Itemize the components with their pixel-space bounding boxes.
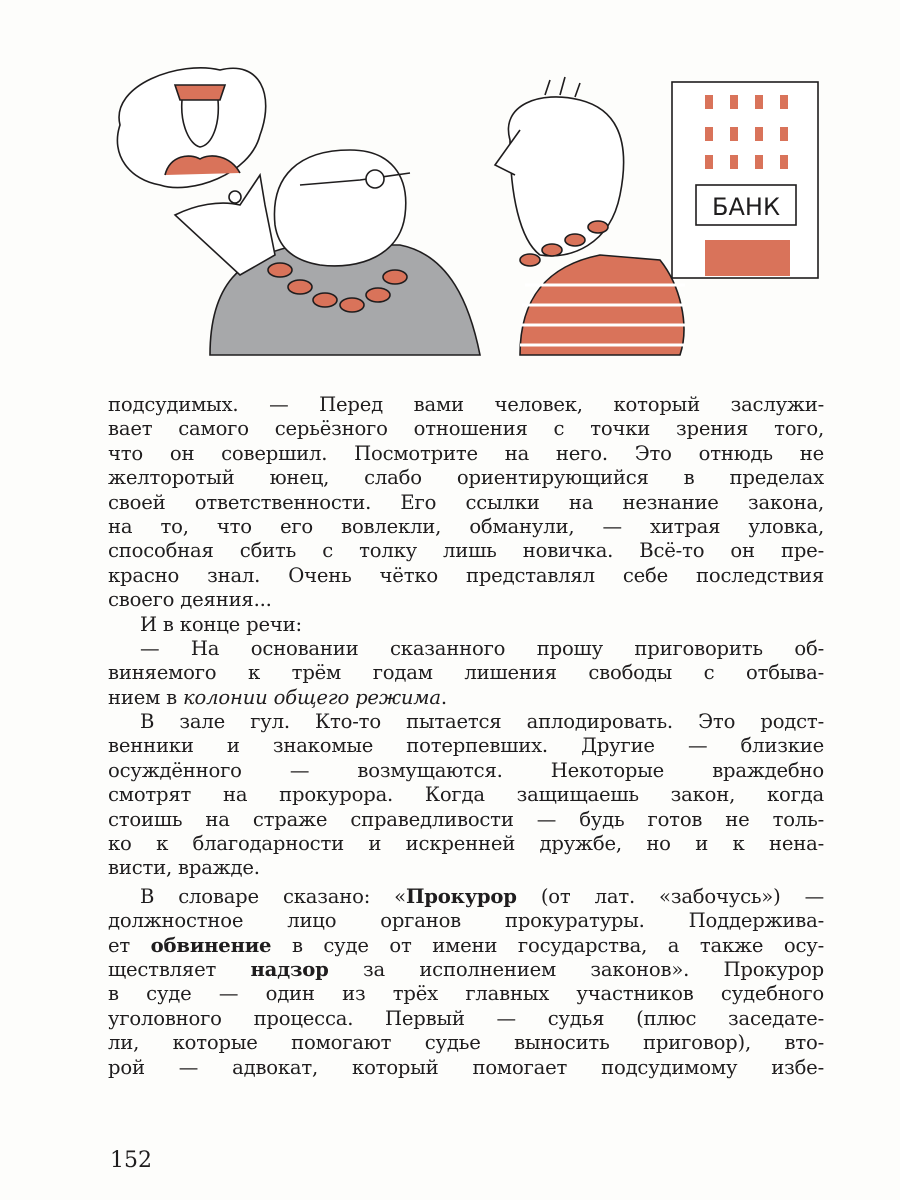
text-line: [108, 1007, 824, 1031]
text-line: [108, 808, 824, 832]
text-line: [108, 442, 824, 466]
text-segment: смотрят на прокурора. Когда защищаешь закон, когда: [108, 783, 824, 807]
text-segment: ли, которые помогают судье выносить приговор), вто-: [108, 1031, 824, 1055]
text-line: [108, 686, 824, 710]
body-text: [108, 393, 824, 1080]
text-segment: (от лат. «забочусь») —: [516, 884, 824, 908]
right-man: [495, 77, 685, 355]
text-segment: способная сбить с толку лишь новичка. Всё-то он пре-: [108, 539, 824, 563]
text-line: [108, 637, 824, 661]
text-line: [108, 466, 824, 490]
text-line: [108, 1031, 824, 1055]
bold-term: надзор: [250, 957, 329, 981]
text-segment: за исполнением законов». Прокурор: [328, 957, 824, 981]
text-segment: рой — адвокат, который помогает подсудимому избе-: [108, 1055, 824, 1079]
text-segment: ет: [108, 933, 151, 957]
text-segment: — На основании сказанного прошу приговорить об-: [140, 636, 824, 660]
text-segment: уголовного процесса. Первый — судья (плюс заседате-: [108, 1006, 824, 1030]
text-segment: своей ответственности. Его ссылки на незнание закона,: [108, 490, 824, 514]
bank-sign: БАНК: [712, 193, 780, 221]
text-segment: что он совершил. Посмотрите на него. Это отнюдь не: [108, 441, 824, 465]
text-segment: вает самого серьёзного отношения с точки зрения того,: [108, 417, 824, 441]
text-line: [108, 885, 824, 909]
text-line: [108, 564, 824, 588]
text-segment: должностное лицо органов прокуратуры. Поддержива-: [108, 909, 824, 933]
text-line: [108, 710, 824, 734]
paragraph: [108, 393, 824, 613]
bank-building: [672, 82, 818, 278]
text-segment: на то, что его вовлекли, обманули, — хитрая уловка,: [108, 514, 824, 538]
text-line: [108, 588, 824, 612]
text-line: [108, 832, 824, 856]
text-line: [108, 1056, 824, 1080]
paragraph: [108, 710, 824, 881]
text-segment: осуждённого — возмущаются. Некоторые враждебно: [108, 758, 824, 782]
bold-term: Прокурор: [405, 884, 517, 908]
text-segment: .: [440, 685, 447, 709]
thought-bubble: [117, 68, 265, 214]
text-segment: своего деяния...: [108, 588, 272, 612]
paragraph: [108, 637, 824, 710]
text-line: [108, 934, 824, 958]
text-line: [108, 909, 824, 933]
text-segment: В словаре сказано: «: [140, 884, 406, 908]
paragraph: [108, 885, 824, 1080]
text-segment: в суде — один из трёх главных участников судебного: [108, 982, 824, 1006]
center-man: [175, 150, 480, 355]
text-segment: красно знал. Очень чётко представлял себе последствия: [108, 563, 824, 587]
bold-term: обвинение: [150, 933, 272, 957]
text-line: [108, 539, 824, 563]
text-segment: нием в: [108, 685, 184, 709]
text-line: [108, 982, 824, 1006]
text-segment: ществляет: [108, 957, 251, 981]
text-line: [108, 958, 824, 982]
paragraph: [108, 613, 824, 637]
text-segment: ко к благодарности и искренней дружбе, но и к нена-: [108, 832, 824, 856]
text-segment: в суде от имени государства, а также осу-: [271, 933, 824, 957]
italic-term: колонии общего режима: [183, 685, 441, 709]
text-segment: подсудимых. — Перед вами человек, который заслужи-: [108, 393, 824, 416]
courtroom-illustration: [100, 55, 830, 365]
text-line: [108, 783, 824, 807]
text-line: [108, 613, 824, 637]
text-line: [108, 661, 824, 685]
text-line: [108, 734, 824, 758]
text-segment: виняемого к трём годам лишения свободы с отбыва-: [108, 661, 824, 685]
text-segment: И в конце речи:: [140, 612, 302, 636]
text-line: [108, 393, 824, 417]
text-line: [108, 515, 824, 539]
text-segment: висти, вражде.: [108, 856, 260, 880]
text-line: [108, 417, 824, 441]
text-segment: желторотый юнец, слабо ориентирующийся в пределах: [108, 466, 824, 490]
text-line: [108, 759, 824, 783]
text-segment: В зале гул. Кто-то пытается аплодировать. Это родст-: [140, 710, 824, 734]
page-number: 152: [110, 1148, 152, 1173]
text-line: [108, 491, 824, 515]
text-line: [108, 856, 824, 880]
text-segment: венники и знакомые потерпевших. Другие — близкие: [108, 734, 824, 758]
text-segment: стоишь на страже справедливости — будь готов не толь-: [108, 807, 824, 831]
